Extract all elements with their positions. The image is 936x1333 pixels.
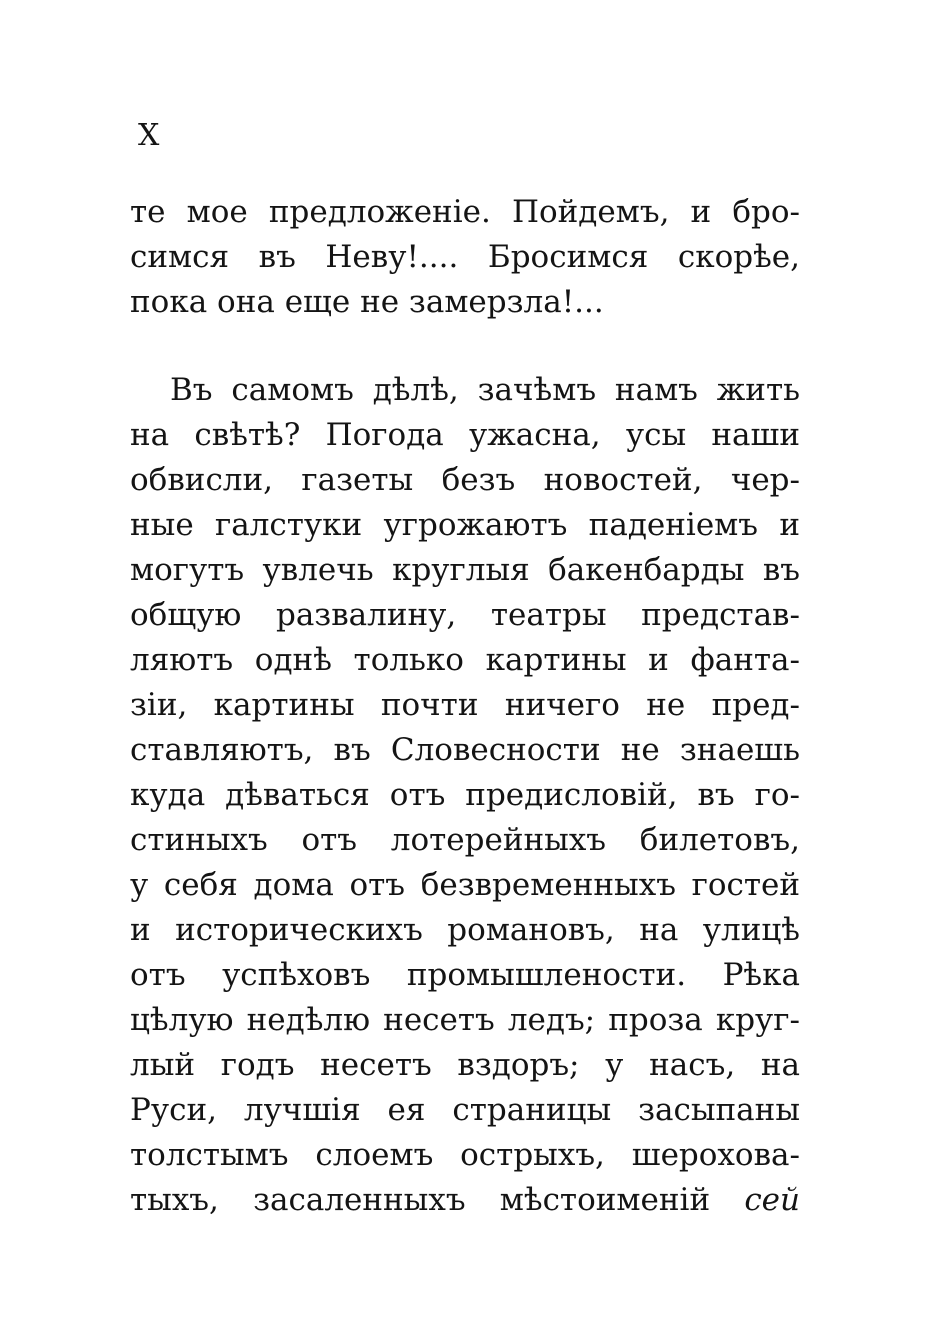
text-line: стиныхъ отъ лотерейныхъ билетовъ, [130,822,800,858]
text-line: у себя дома отъ безвременныхъ гостей [130,867,800,903]
paragraph-2 [130,368,800,1223]
text-line-last-main: тыхъ, засаленныхъ мѣстоименiй [130,1182,711,1218]
paragraph-1 [130,190,800,325]
text-line: ляютъ однѣ только картины и фанта- [130,642,800,678]
text-line: Руси, лучшiя ея страницы засыпаны [130,1092,800,1128]
text-line: ставляютъ, въ Словесности не знаешь [130,732,800,768]
page-number: X [138,118,161,153]
text-line: и историческихъ романовъ, на улицѣ [130,912,800,948]
text-line: зiи, картины почти ничего не пред- [130,687,800,723]
text-line-last [130,1178,800,1223]
text-line: Въ самомъ дѣлѣ, зачѣмъ намъ жить [170,372,800,408]
text-line: толстымъ слоемъ острыхъ, шерохова- [130,1137,800,1173]
text-line: на свѣтѣ? Погода ужасна, усы наши [130,417,800,453]
text-line: отъ успѣховъ промышлености. Рѣка [130,957,800,993]
text-line: общую развалину, театры представ- [130,597,800,633]
text-line: могутъ увлечь круглыя бакенбарды въ [130,552,800,588]
catchword: сей [744,1182,800,1218]
text-line: симся въ Неву!.... Бросимся скорѣе, [130,239,800,275]
text-line: пока она еще не замерзла!... [130,284,604,320]
text-line: лый годъ несетъ вздоръ; у насъ, на [130,1047,800,1083]
text-line: ные галстуки угрожаютъ паденiемъ и [130,507,800,543]
text-line: обвисли, газеты безъ новостей, чер- [130,462,800,498]
text-line: куда дѣваться отъ предисловiй, въ го- [130,777,800,813]
text-line: те мое предложенiе. Пойдемъ, и бро- [130,194,800,230]
text-line: цѣлую недѣлю несетъ ледъ; проза круг- [130,1002,800,1038]
